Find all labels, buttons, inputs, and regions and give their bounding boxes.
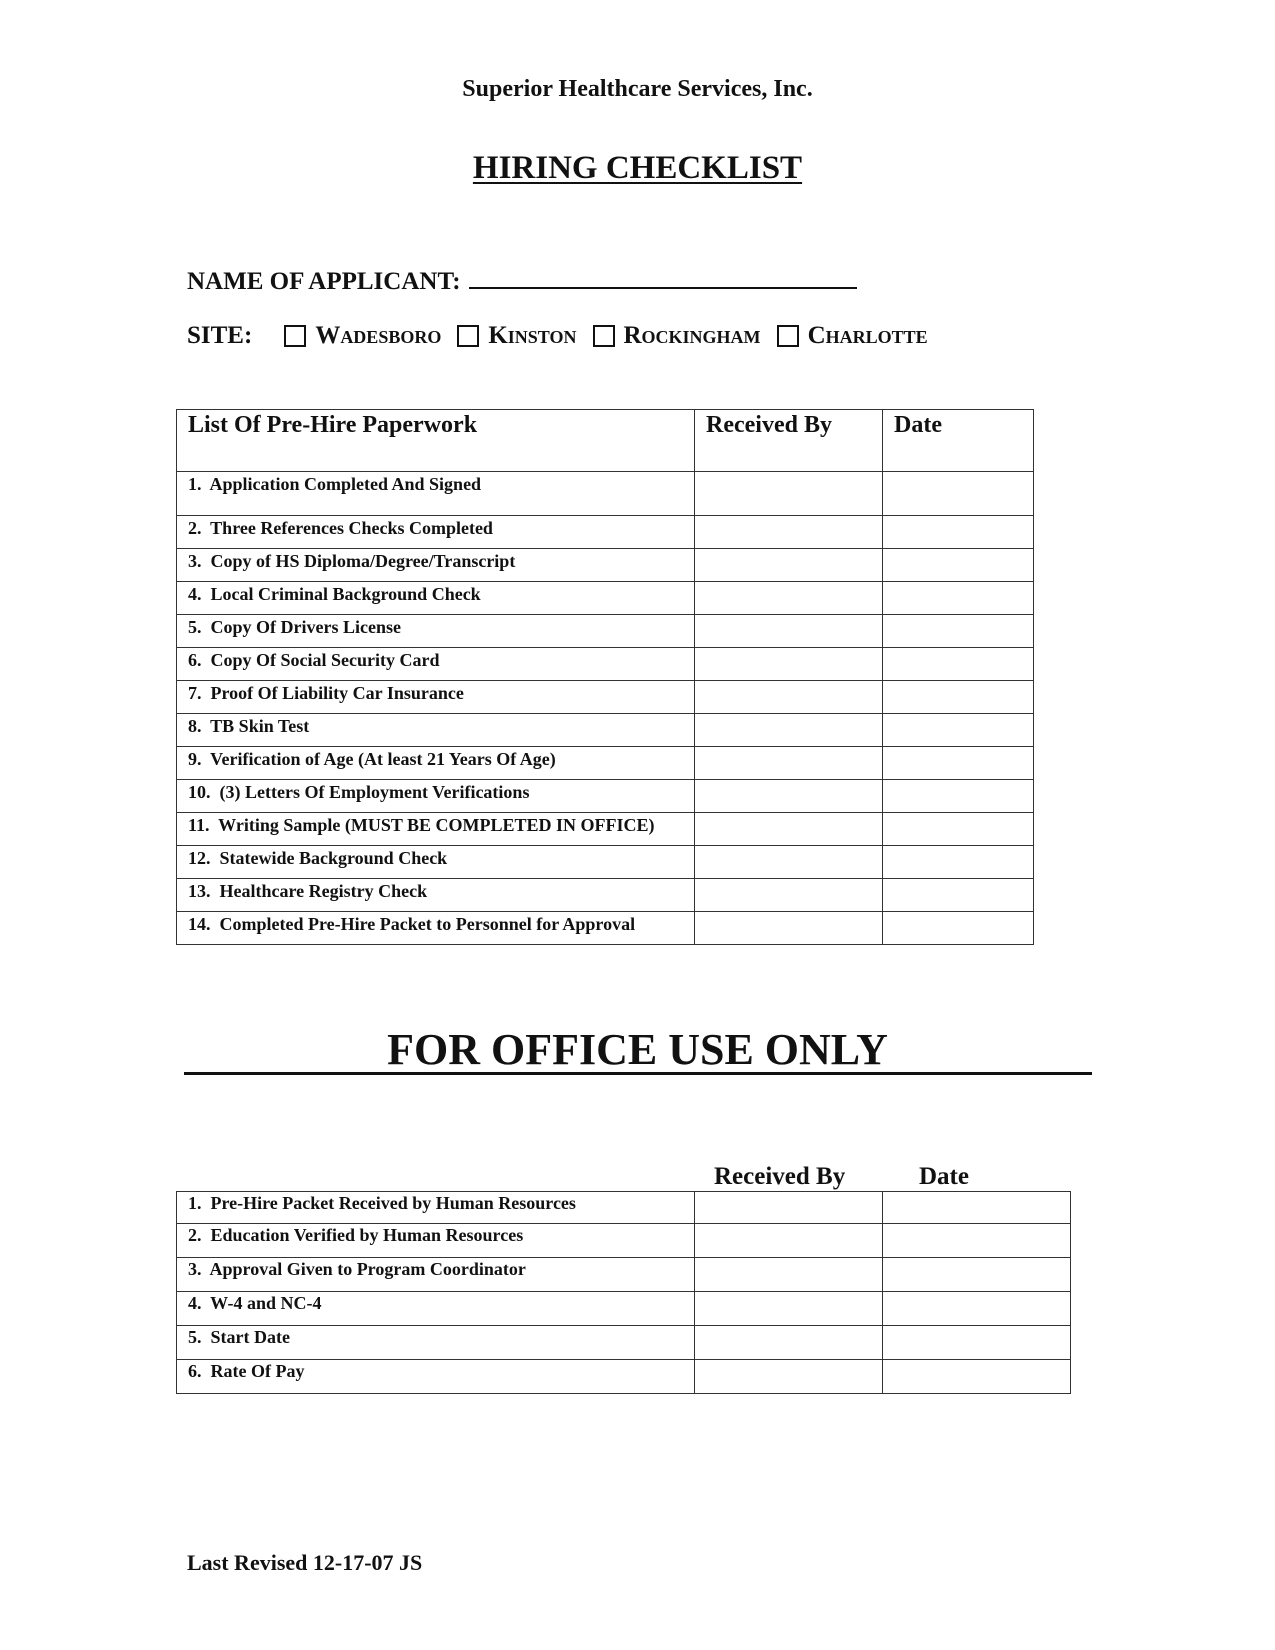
paperwork-item: 6. Copy Of Social Security Card [177,648,695,681]
office-column-header-received-by: Received By [714,1163,846,1190]
office-use-table [176,1191,1071,1394]
table-row [177,516,1034,549]
table-row [177,813,1034,846]
table-row [177,1360,1071,1394]
office-column-header-date: Date [919,1163,969,1190]
received-by-cell[interactable] [695,1360,883,1394]
received-by-cell[interactable] [695,1258,883,1292]
received-by-cell[interactable] [695,879,883,912]
paperwork-item: 3. Copy of HS Diploma/Degree/Transcript [177,549,695,582]
applicant-name-label: NAME OF APPLICANT: [187,268,461,295]
date-cell[interactable] [883,549,1034,582]
date-cell[interactable] [883,1326,1071,1360]
paperwork-item: 9. Verification of Age (At least 21 Years Of Age) [177,747,695,780]
date-cell[interactable] [883,1292,1071,1326]
checkbox-rockingham[interactable] [593,325,615,347]
date-cell[interactable] [883,747,1034,780]
paperwork-item: 13. Healthcare Registry Check [177,879,695,912]
table-row [177,879,1034,912]
form-title-text: HIRING CHECKLIST [472,150,803,186]
paperwork-item: 11. Writing Sample (MUST BE COMPLETED IN OFFICE) [177,813,695,846]
paperwork-item: 10. (3) Letters Of Employment Verifications [177,780,695,813]
table-header-row [177,410,1034,472]
date-cell[interactable] [883,846,1034,879]
received-by-cell[interactable] [695,1192,883,1224]
date-cell[interactable] [883,582,1034,615]
table-row [177,1292,1071,1326]
received-by-cell[interactable] [695,472,883,516]
paperwork-item: 12. Statewide Background Check [177,846,695,879]
received-by-cell[interactable] [695,747,883,780]
received-by-cell[interactable] [695,780,883,813]
date-cell[interactable] [883,879,1034,912]
column-header-received-by: Received By [695,410,883,472]
applicant-name-field[interactable] [187,265,857,296]
form-title [0,150,1275,187]
prehire-paperwork-table [176,409,1034,945]
date-cell[interactable] [883,681,1034,714]
office-item: 5. Start Date [177,1326,695,1360]
table-row [177,747,1034,780]
paperwork-item: 5. Copy Of Drivers License [177,615,695,648]
company-name: Superior Healthcare Services, Inc. [462,76,813,102]
site-option-kinston[interactable] [457,322,576,350]
site-option-charlotte[interactable] [777,322,928,350]
site-option-label: Rockingham [623,322,761,349]
paperwork-item: 8. TB Skin Test [177,714,695,747]
office-use-title: FOR OFFICE USE ONLY [387,1025,888,1074]
site-selector [187,322,944,350]
paperwork-item: 2. Three References Checks Completed [177,516,695,549]
table-row [177,582,1034,615]
table-row [177,472,1034,516]
received-by-cell[interactable] [695,648,883,681]
date-cell[interactable] [883,615,1034,648]
received-by-cell[interactable] [695,1292,883,1326]
table-row [177,549,1034,582]
checkbox-charlotte[interactable] [777,325,799,347]
site-option-label: Kinston [488,322,577,349]
date-cell[interactable] [883,1192,1071,1224]
date-cell[interactable] [883,648,1034,681]
table-row [177,681,1034,714]
office-item: 1. Pre-Hire Packet Received by Human Resources [177,1192,695,1224]
date-cell[interactable] [883,472,1034,516]
table-row [177,912,1034,945]
site-option-label: Wadesboro [315,322,442,349]
paperwork-item: 1. Application Completed And Signed [177,472,695,516]
received-by-cell[interactable] [695,714,883,747]
date-cell[interactable] [883,1258,1071,1292]
column-header-date: Date [883,410,1034,472]
date-cell[interactable] [883,516,1034,549]
paperwork-item: 7. Proof Of Liability Car Insurance [177,681,695,714]
table-row [177,1192,1071,1224]
site-option-wadesboro[interactable] [284,322,441,350]
received-by-cell[interactable] [695,912,883,945]
site-label: SITE: [187,322,253,349]
received-by-cell[interactable] [695,549,883,582]
office-item: 4. W-4 and NC-4 [177,1292,695,1326]
table-row [177,1326,1071,1360]
table-row [177,615,1034,648]
received-by-cell[interactable] [695,1326,883,1360]
received-by-cell[interactable] [695,1224,883,1258]
site-option-rockingham[interactable] [593,322,761,350]
last-revised-note: Last Revised 12-17-07 JS [187,1550,423,1575]
table-row [177,714,1034,747]
received-by-cell[interactable] [695,582,883,615]
paperwork-item: 4. Local Criminal Background Check [177,582,695,615]
received-by-cell[interactable] [695,846,883,879]
table-row [177,846,1034,879]
column-header-paperwork: List Of Pre-Hire Paperwork [177,410,695,472]
applicant-name-blank[interactable] [469,265,857,289]
date-cell[interactable] [883,714,1034,747]
table-row [177,1258,1071,1292]
checkbox-kinston[interactable] [457,325,479,347]
date-cell[interactable] [883,780,1034,813]
received-by-cell[interactable] [695,516,883,549]
office-item: 2. Education Verified by Human Resources [177,1224,695,1258]
received-by-cell[interactable] [695,681,883,714]
office-item: 6. Rate Of Pay [177,1360,695,1394]
date-cell[interactable] [883,1224,1071,1258]
site-option-label: Charlotte [807,322,928,349]
date-cell[interactable] [883,912,1034,945]
table-row [177,648,1034,681]
date-cell[interactable] [883,1360,1071,1394]
checkbox-wadesboro[interactable] [284,325,306,347]
paperwork-item: 14. Completed Pre-Hire Packet to Personnel for Approval [177,912,695,945]
received-by-cell[interactable] [695,813,883,846]
received-by-cell[interactable] [695,615,883,648]
table-row [177,1224,1071,1258]
table-row [177,780,1034,813]
office-use-divider [184,1072,1092,1075]
office-item: 3. Approval Given to Program Coordinator [177,1258,695,1292]
date-cell[interactable] [883,813,1034,846]
